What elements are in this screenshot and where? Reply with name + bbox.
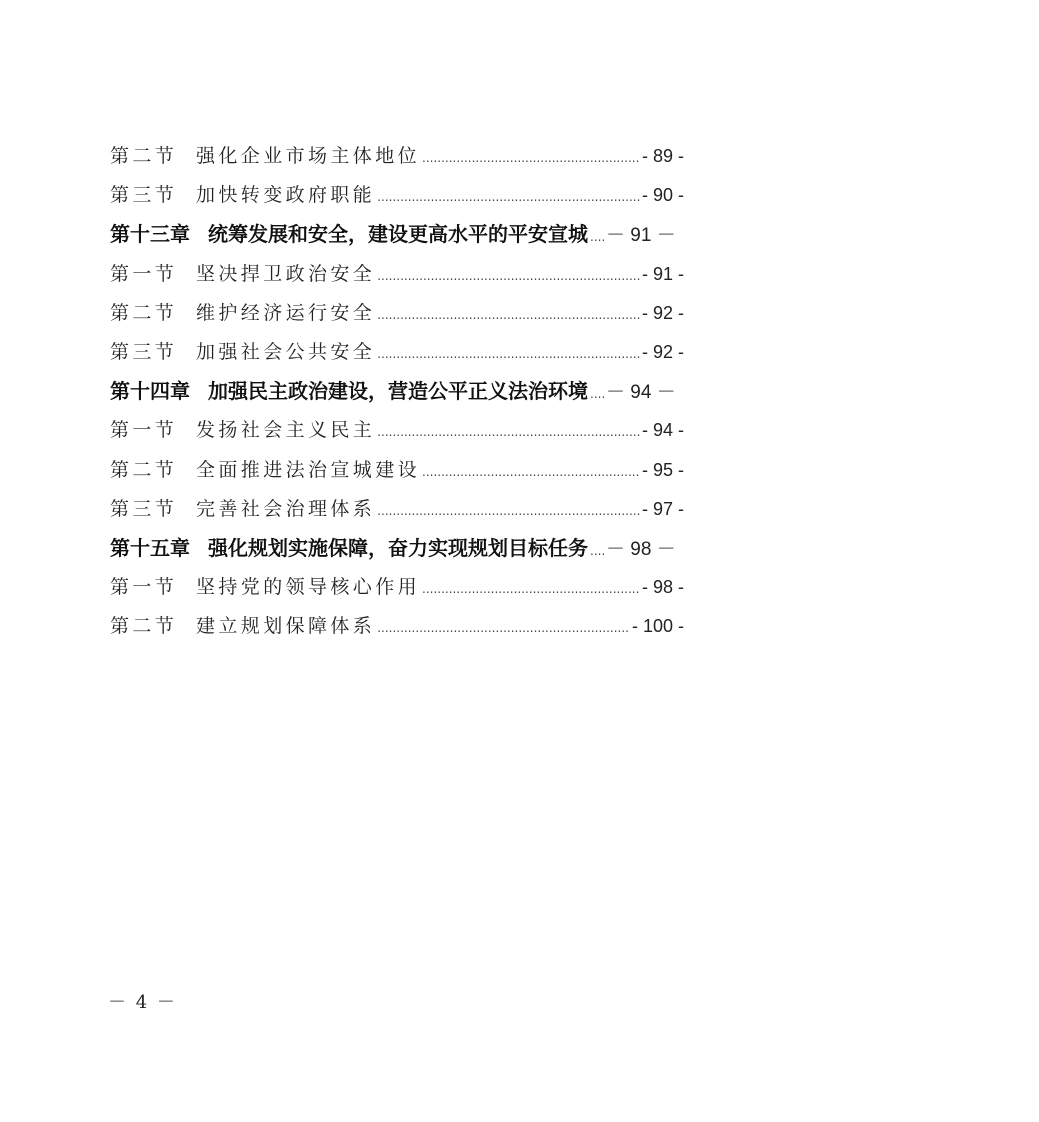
toc-entry-title: 建立规划保障体系	[196, 615, 376, 638]
toc-section-entry[interactable]	[110, 294, 684, 333]
toc-entry-number: 第一节	[110, 262, 178, 285]
toc-entry-title: 坚决捍卫政治安全	[196, 262, 376, 285]
toc-entry-number: 第十三章	[110, 222, 190, 247]
toc-section-entry[interactable]	[110, 451, 684, 490]
toc-entry-label	[110, 333, 375, 372]
toc-dot-leader	[377, 492, 640, 531]
toc-entry-page: - 97 -	[641, 498, 684, 519]
toc-entry-number: 第三节	[110, 184, 178, 207]
toc-dot-leader	[377, 257, 640, 296]
toc-entry-page: - 92 -	[641, 341, 684, 362]
toc-entry-label	[110, 215, 588, 254]
toc-section-entry[interactable]	[110, 411, 684, 450]
toc-entry-label	[110, 568, 420, 607]
toc-dot-leader	[377, 335, 640, 374]
toc-dot-leader	[422, 570, 640, 609]
toc-entry-title: 加强民主政治建设，营造公平正义法治环境	[208, 379, 588, 404]
toc-entry-title: 全面推进法治宣城建设	[196, 458, 421, 481]
toc-chapter-entry[interactable]	[110, 529, 684, 568]
toc-entry-label	[110, 372, 588, 411]
toc-dot-leader	[377, 178, 640, 217]
toc-entry-number: 第二节	[110, 615, 178, 638]
toc-dot-leader	[422, 453, 640, 492]
toc-entry-label	[110, 529, 588, 568]
table-of-contents	[110, 137, 684, 646]
toc-entry-label	[110, 451, 420, 490]
toc-entry-number: 第一节	[110, 419, 178, 442]
toc-entry-page: - 98 -	[641, 577, 684, 598]
toc-section-entry[interactable]	[110, 255, 684, 294]
toc-dot-leader	[590, 218, 604, 257]
toc-section-entry[interactable]	[110, 490, 684, 529]
toc-entry-page: － 94 －	[606, 382, 676, 404]
toc-entry-number: 第二节	[110, 458, 178, 481]
toc-entry-page: - 92 -	[641, 302, 684, 323]
toc-dot-leader	[422, 139, 640, 178]
toc-entry-title: 加快转变政府职能	[196, 184, 376, 207]
toc-entry-number: 第二节	[110, 145, 178, 167]
toc-entry-number: 第二节	[110, 301, 178, 324]
toc-entry-label	[110, 490, 375, 529]
toc-entry-page: － 98 －	[606, 538, 676, 560]
toc-entry-label	[110, 411, 375, 450]
toc-chapter-entry[interactable]	[110, 215, 684, 254]
toc-entry-page: - 95 -	[641, 459, 684, 480]
toc-entry-page: - 100 -	[631, 616, 684, 637]
toc-entry-number: 第十四章	[110, 379, 190, 404]
toc-chapter-entry[interactable]	[110, 372, 684, 411]
toc-section-entry[interactable]	[110, 607, 684, 646]
page-number: － 4 －	[108, 992, 177, 1013]
toc-entry-title: 维护经济运行安全	[196, 301, 376, 324]
toc-entry-title: 完善社会治理体系	[196, 497, 376, 520]
toc-entry-page: - 89 -	[641, 146, 684, 166]
toc-entry-page: - 94 -	[641, 420, 684, 441]
toc-entry-title: 强化企业市场主体地位	[196, 145, 421, 167]
toc-entry-number: 第十五章	[110, 535, 190, 560]
toc-entry-number: 第三节	[110, 497, 178, 520]
toc-entry-label	[110, 255, 375, 294]
toc-entry-label	[110, 137, 420, 176]
toc-entry-number: 第三节	[110, 340, 178, 363]
toc-entry-title: 加强社会公共安全	[196, 340, 376, 363]
toc-entry-label	[110, 176, 375, 215]
toc-entry-title: 强化规划实施保障，奋力实现规划目标任务	[208, 535, 588, 560]
toc-entry-label	[110, 607, 375, 646]
toc-dot-leader	[377, 609, 630, 648]
toc-dot-leader	[377, 413, 640, 452]
toc-section-entry[interactable]	[110, 333, 684, 372]
toc-dot-leader	[377, 296, 640, 335]
toc-dot-leader	[590, 375, 604, 414]
toc-dot-leader	[590, 532, 604, 571]
toc-entry-page: - 90 -	[641, 185, 684, 206]
toc-entry-title: 发扬社会主义民主	[196, 419, 376, 442]
toc-section-entry[interactable]	[110, 568, 684, 607]
toc-entry-page: － 91 －	[606, 225, 676, 247]
toc-entry-number: 第一节	[110, 576, 178, 599]
toc-entry-page: - 91 -	[641, 263, 684, 284]
toc-entry-label	[110, 294, 375, 333]
toc-entry-title: 坚持党的领导核心作用	[196, 576, 421, 599]
toc-entry-title: 统筹发展和安全，建设更高水平的平安宣城	[208, 222, 588, 247]
toc-section-entry[interactable]	[110, 176, 684, 215]
toc-section-entry[interactable]	[110, 137, 684, 176]
